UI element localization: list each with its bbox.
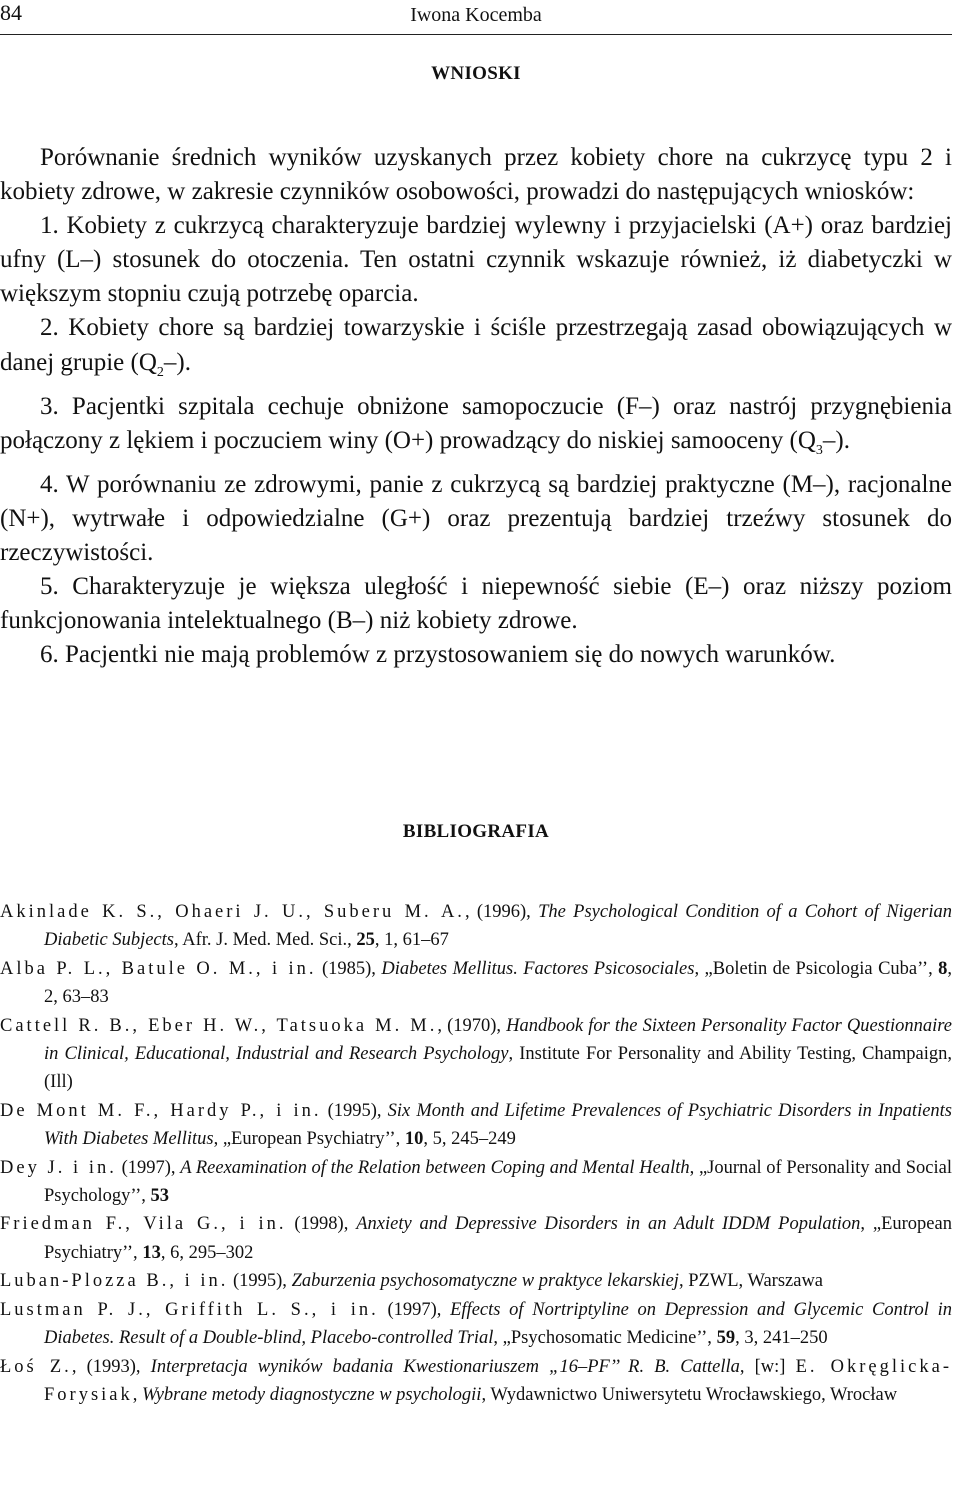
ref-volume: 25 xyxy=(356,930,375,951)
conclusion-item-text: 2. Kobiety chore są bardziej towarzyskie i ściśle przestrzegają zasad obowiązujących w danej grupie (Q xyxy=(0,314,952,376)
ref-year: , (1993), xyxy=(71,1356,151,1377)
conclusion-item-text: 3. Pacjentki szpitala cechuje obniżone samopoczucie (F–) oraz nastrój przygnębienia połączony z lękiem i poczuciem winy (O+) prowadzący do niskiej samooceny (Q xyxy=(0,392,952,454)
ref-source: , [w:] xyxy=(739,1356,796,1377)
ref-editors: E. Okręglicka-Forysiak xyxy=(44,1356,952,1405)
subscript: 3 xyxy=(815,442,823,458)
ref-publisher: , Wydawnictwo Uniwersytetu Wrocławskiego, Wrocław xyxy=(481,1384,898,1405)
conclusion-item-end: –). xyxy=(822,426,850,454)
conclusion-item: 5. Charakteryzuje je większa uległość i niepewność siebie (E–) oraz niższy poziom funkcjonowania intelektualnego (B–) niż kobiety zdrowe. xyxy=(0,573,952,635)
ref-pages: , 2, 63–83 xyxy=(44,958,953,1008)
ref-authors: Alba P. L., Batule O. M., i in. xyxy=(0,958,317,979)
ref-volume: 13 xyxy=(142,1242,161,1263)
bibliography-list xyxy=(0,898,952,1409)
conclusion-item-end: –). xyxy=(163,348,191,376)
ref-authors: Akinlade K. S., Ohaeri J. U., Suberu M. A. xyxy=(0,902,465,922)
bibliography-title: BIBLIOGRAFIA xyxy=(402,821,550,842)
ref-title: Interpretacja wyników badania Kwestionariuszem „16–PF’’ R. B. Cattella xyxy=(150,1356,740,1377)
subscript: 2 xyxy=(156,364,164,380)
conclusions-intro: Porównanie średnich wyników uzyskanych przez kobiety chore na cukrzycę typu 2 i kobiety zdrowe, w zakresie czynników osobowości, prowadzi do następujących wniosków: xyxy=(0,144,952,206)
reference-entry xyxy=(0,1097,952,1154)
ref-title: Anxiety and Depressive Disorders in an Adult IDDM Population xyxy=(356,1214,861,1235)
ref-pages: , 6, 295–302 xyxy=(160,1242,254,1263)
ref-title: Zaburzenia psychosomatyczne w praktyce lekarskiej xyxy=(291,1271,679,1292)
ref-source: , „European Psychiatry’’, xyxy=(213,1129,405,1150)
ref-source: , PZWL, Warszawa xyxy=(678,1271,824,1292)
page-number: 84 xyxy=(0,0,22,25)
ref-volume: 59 xyxy=(716,1328,736,1349)
ref-year: (1997), xyxy=(378,1299,451,1320)
ref-year: , (1970), xyxy=(437,1015,507,1036)
ref-source: , „Psychosomatic Medicine’’, xyxy=(493,1328,717,1349)
conclusion-item xyxy=(0,390,952,468)
ref-year: (1985), xyxy=(316,958,382,979)
ref-authors: Dey J. i in. xyxy=(0,1157,117,1178)
conclusion-item: 1. Kobiety z cukrzycą charakteryzuje bardziej wylewny i przyjacielski (A+) oraz bardziej ufny (L–) stosunek do otoczenia. Ten ostatni czynnik wskazuje również, iż diabetyczki w większym stopniu czują potrzebę oparcia. xyxy=(0,212,952,308)
ref-year: (1997), xyxy=(116,1157,181,1178)
ref-title: The Psychological Condition of a Cohort of Nigerian Diabetic Subjects xyxy=(44,902,952,951)
ref-source: , „Journal of Personality and Social Psychology’’, xyxy=(44,1157,952,1207)
ref-authors: Cattell R. B., Eber H. W., Tatsuoka M. M. xyxy=(0,1015,438,1036)
running-head: Iwona Kocemba xyxy=(410,4,542,26)
ref-volume: 8 xyxy=(938,958,948,979)
ref-title: Diabetes Mellitus. Factores Psicosociales xyxy=(381,958,695,979)
reference-entry xyxy=(0,1267,952,1295)
reference-entry xyxy=(0,1012,952,1097)
ref-title: Effects of Nortriptyline on Depression and Glycemic Control in Diabetes. Result of a Double-blind, Placebo-controlled Trial xyxy=(44,1299,952,1349)
conclusion-item xyxy=(0,311,952,389)
reference-entry xyxy=(0,898,952,955)
ref-separator: , xyxy=(132,1384,142,1405)
ref-volume: 53 xyxy=(150,1186,170,1207)
ref-year: (1995), xyxy=(321,1100,388,1121)
ref-authors: Luban-Plozza B., i in. xyxy=(0,1271,229,1292)
ref-authors: De Mont M. F., Hardy P., i in. xyxy=(0,1100,322,1121)
ref-title: Handbook for the Sixteen Personality Factor Questionnaire in Clinical, Educational, Industrial and Research Psychology xyxy=(44,1015,953,1065)
conclusions-section xyxy=(0,141,952,672)
reference-entry xyxy=(0,1154,952,1211)
ref-year: (1995), xyxy=(228,1271,292,1292)
page-header xyxy=(0,0,952,35)
ref-source: , „European Psychiatry’’, xyxy=(44,1214,952,1263)
ref-title: A Reexamination of the Relation between Coping and Mental Health xyxy=(180,1157,690,1178)
ref-year: (1998), xyxy=(286,1214,357,1235)
ref-volume: 10 xyxy=(404,1129,424,1150)
reference-entry xyxy=(0,955,952,1012)
reference-entry xyxy=(0,1296,952,1353)
reference-entry xyxy=(0,1210,952,1267)
ref-source: , Institute For Personality and Ability Testing, Champaign, (Ill) xyxy=(44,1044,952,1093)
ref-authors: Friedman F., Vila G., i in. xyxy=(0,1214,287,1235)
ref-authors: Łoś Z. xyxy=(0,1356,72,1377)
ref-book-title: Wybrane metody diagnostyczne w psychologii xyxy=(142,1384,482,1405)
ref-authors: Lustman P. J., Griffith L. S., i in. xyxy=(0,1299,379,1320)
conclusion-item: 6. Pacjentki nie mają problemów z przystosowaniem się do nowych warunków. xyxy=(40,641,836,669)
ref-pages: , 3, 241–250 xyxy=(735,1328,828,1349)
ref-source: , Afr. J. Med. Med. Sci., xyxy=(173,930,357,951)
ref-pages: , 5, 245–249 xyxy=(423,1129,516,1150)
ref-year: , (1996), xyxy=(464,902,539,922)
reference-entry xyxy=(0,1353,952,1410)
ref-title: Six Month and Lifetime Prevalences of Psychiatric Disorders in Inpatients With Diabetes Mellitus xyxy=(44,1100,953,1150)
conclusion-item: 4. W porównaniu ze zdrowymi, panie z cukrzycą są bardziej praktyczne (M–), racjonalne (N+), wytrwałe i odpowiedzialne (G+) oraz prezentują bardziej trzeźwy stosunek do rzeczywistości. xyxy=(0,470,952,567)
conclusions-title: WNIOSKI xyxy=(431,63,521,84)
ref-pages: , 1, 61–67 xyxy=(374,930,449,951)
ref-source: , „Boletin de Psicologia Cuba’’, xyxy=(694,958,939,979)
